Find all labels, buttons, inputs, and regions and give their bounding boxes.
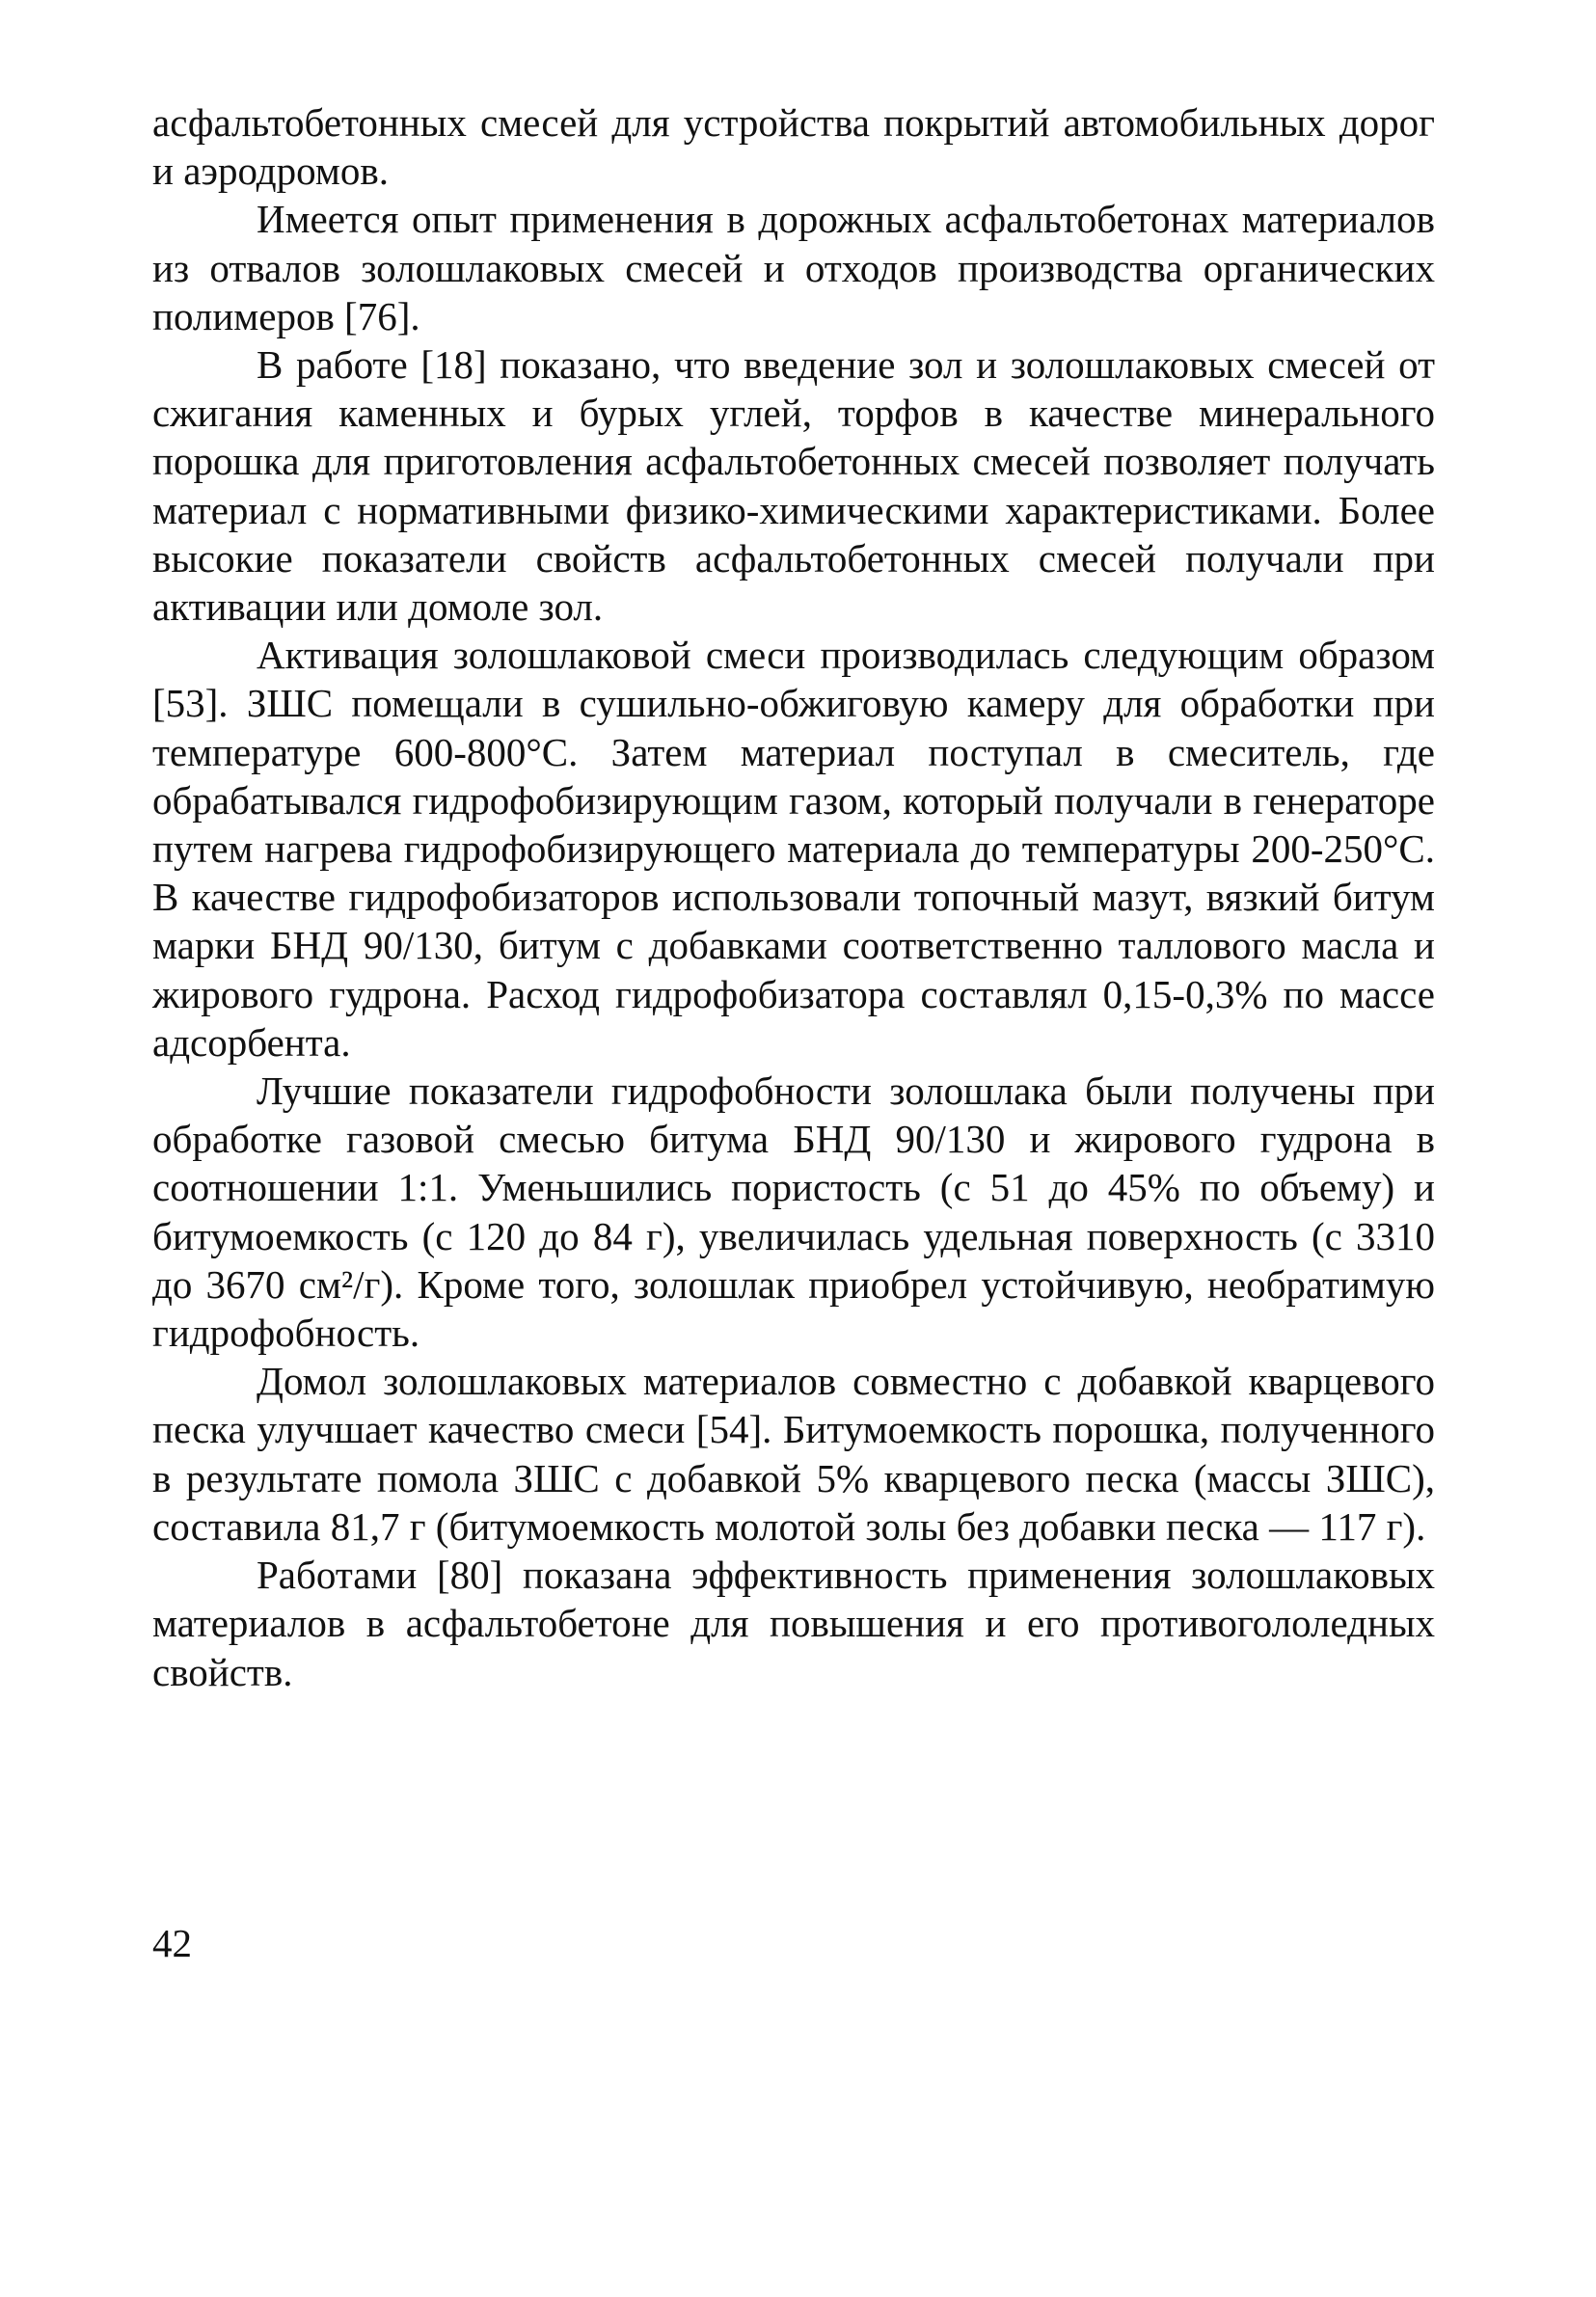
paragraph: Активация золошлаковой смеси производилась следующим образом [53]. ЗШС помещали в сушильно-обжиговую камеру для обработки при температуре 600-800°С. Затем материал поступал в смеситель, где обрабатывался гидрофобизирующим газом, который получали в генераторе путем нагрева гидрофобизирующего материала до температуры 200-250°С. В качестве гидрофобизаторов использовали топочный мазут, вязкий битум марки БНД 90/130, битум с добавками соответственно таллового масла и жирового гудрона. Расход гидрофобизатора составлял 0,15-0,3% по массе адсорбента. bbox=[152, 633, 1435, 1065]
paragraph: Лучшие показатели гидрофобности золошлака были получены при обработке газовой смесью битума БНД 90/130 и жирового гудрона в соотношении 1:1. Уменьшились пористость (с 51 до 45% по объему) и битумоемкость (с 120 до 84 г), увеличилась удельная поверхность (с 3310 до 3670 см²/г). Кроме того, золошлак приобрел устойчивую, необратимую гидрофобность. bbox=[152, 1068, 1435, 1356]
body-text bbox=[152, 98, 1435, 1696]
paragraph: В работе [18] показано, что введение зол и золошлаковых смесей от сжигания каменных и бурых углей, торфов в качестве минерального порошка для приготовления асфальтобетонных смесей позволяет получать материал с нормативными физико-химическими характеристиками. Более высокие показатели свойств асфальтобетонных смесей получали при активации или домоле зол. bbox=[152, 342, 1435, 630]
paragraph: Домол золошлаковых материалов совместно с добавкой кварцевого песка улучшает качество смеси [54]. Битумоемкость порошка, полученного в результате помола ЗШС с добавкой 5% кварцевого песка (массы ЗШС), составила 81,7 г (битумоемкость молотой золы без добавки песка — 117 г). bbox=[152, 1359, 1435, 1549]
paragraph-continuation: асфальтобетонных смесей для устройства покрытий автомобильных дорог и аэродромов. bbox=[152, 100, 1435, 194]
paragraph: Имеется опыт применения в дорожных асфальтобетонах материалов из отвалов золошлаковых смесей и отходов производства органических полимеров [76]. bbox=[152, 197, 1435, 338]
paragraph: Работами [80] показана эффективность применения золошлаковых материалов в асфальтобетоне для повышения и его противогололедных свойств. bbox=[152, 1553, 1435, 1694]
page-number: 42 bbox=[152, 1921, 192, 1965]
